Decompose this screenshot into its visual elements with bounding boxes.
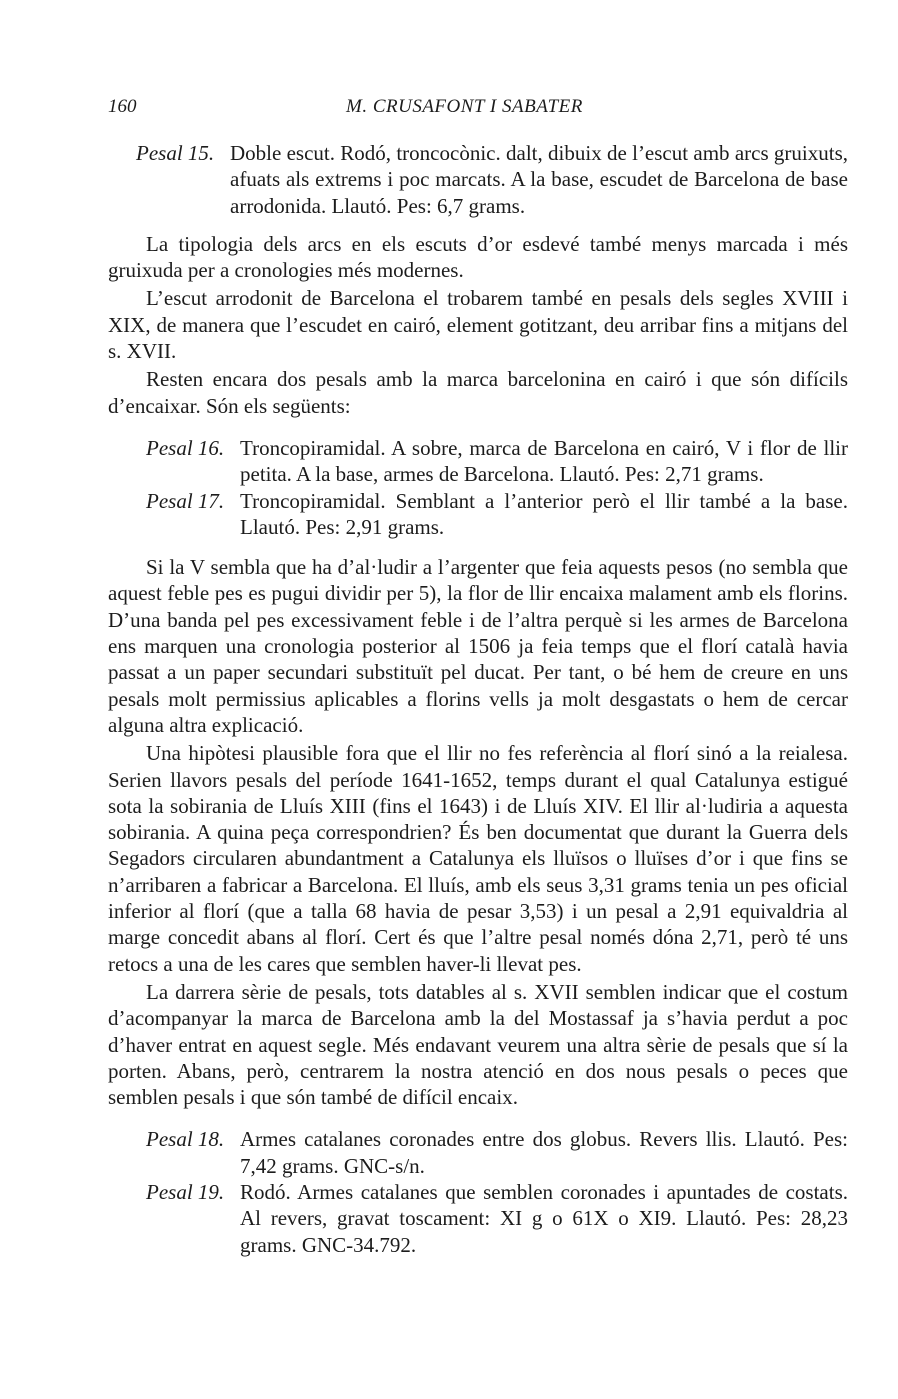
paragraph: Una hipòtesi plausible fora que el llir no fes referència al florí sinó a la reialesa. Serien llavors pesals del període 1641-1652, temps durant el qual Catalunya estigué sota la sobirania de Lluís XIII (fins el 1643) i de Lluís XIV. El llir al·ludiria a aquesta sobirania. A quina peça correspondrien? És ben documentat que durant la Guerra dels Segadors circularen abundantment a Catalunya els lluïsos o lluïses d’or i que fins se n’arribaren a fabricar a Barcelona. El lluís, amb els seus 3,31 grams tenia un pes oficial inferior al florí (que a talla 68 havia de pesar 3,53) i un pesal a 2,91 equivaldria al marge concedit abans al florí. Cert és que l’altre pesal només dóna 2,71, però té uns retocs a una de les cares que semblen haver-li llevat pes. <box>108 741 848 976</box>
catalog-entry <box>136 140 848 219</box>
entry-label: Pesal 17. <box>146 488 225 513</box>
catalog-entries-bottom <box>146 1126 848 1257</box>
paragraph: La darrera sèrie de pesals, tots datables al s. XVII semblen indicar que el costum d’acompanyar la marca de Barcelona amb la del Mostassaf ja s’havia perdut a poc d’haver entrat en aquest segle. Més endavant veurem una altra sèrie de pesals que sí la porten. Abans, però, centrarem la nostra atenció en dos nous pesals o peces que semblen pesals i que són també de difícil encaix. <box>108 979 848 1110</box>
catalog-entry <box>146 1179 848 1258</box>
running-header <box>108 96 848 122</box>
entry-label: Pesal 16. <box>146 435 225 460</box>
entry-text: Troncopiramidal. Semblant a l’anterior però el llir també a la base. Llautó. Pes: 2,91 grams. <box>240 488 848 539</box>
entry-label: Pesal 19. <box>146 1179 225 1204</box>
catalog-entry <box>146 435 848 488</box>
entry-text: Doble escut. Rodó, troncocònic. dalt, dibuix de l’escut amb arcs gruixuts, afuats als extrems i poc marcats. A la base, escudet de Barcelona de base arrodonida. Llautó. Pes: 6,7 grams. <box>230 141 848 218</box>
entry-text: Rodó. Armes catalanes que semblen coronades i apuntades de costats. Al revers, gravat toscament: XI g o 61X o XI9. Llautó. Pes: 28,23 grams. GNC-34.792. <box>240 1179 848 1257</box>
entry-label: Pesal 15. <box>136 141 215 165</box>
paragraph: L’escut arrodonit de Barcelona el trobarem també en pesals dels segles XVIII i XIX, de manera que l’escudet en cairó, element gotitzant, deu arribar fins a mitjans del s. XVII. <box>108 286 848 364</box>
catalog-entries-top <box>136 140 848 219</box>
page-number: 160 <box>108 96 137 117</box>
entry-text: Troncopiramidal. A sobre, marca de Barcelona en cairó, V i flor de llir petita. A la base, armes de Barcelona. Llautó. Pes: 2,71 grams. <box>240 435 848 487</box>
spacer <box>108 540 848 554</box>
paragraph: La tipologia dels arcs en els escuts d’or esdevé també menys marcada i més gruixuda per a cronologies més modernes. <box>108 231 848 283</box>
entry-label: Pesal 18. <box>146 1127 225 1152</box>
paragraph: Si la V sembla que ha d’al·ludir a l’argenter que feia aquests pesos (no sembla que aquest feble pes es pugui dividir per 5), la flor de llir encaixa malament amb els florins. D’una banda pel pes excessivament feble i de l’altra perquè si les armes de Barcelona ens marquen una cronologia posterior al 1506 ja feia temps que el florí català havia passat a un paper secundari substituït pel ducat. Per tant, o bé hem de creure en uns pesals molt permissius aplicables a florins vells ja molt desgastats o hem de cercar alguna altra explicació. <box>108 555 848 737</box>
catalog-entry <box>146 1126 848 1179</box>
catalog-entry <box>146 488 848 541</box>
running-title: M. CRUSAFONT I SABATER <box>346 96 583 117</box>
spacer <box>108 421 848 435</box>
catalog-entries-mid <box>146 435 848 540</box>
spacer <box>108 1112 848 1126</box>
paragraph: Resten encara dos pesals amb la marca barcelonina en cairó i que són difícils d’encaixar. Són els següents: <box>108 367 848 418</box>
body-text <box>108 140 848 1258</box>
entry-text: Armes catalanes coronades entre dos globus. Revers llis. Llautó. Pes: 7,42 grams. GNC-s/n. <box>240 1127 848 1178</box>
